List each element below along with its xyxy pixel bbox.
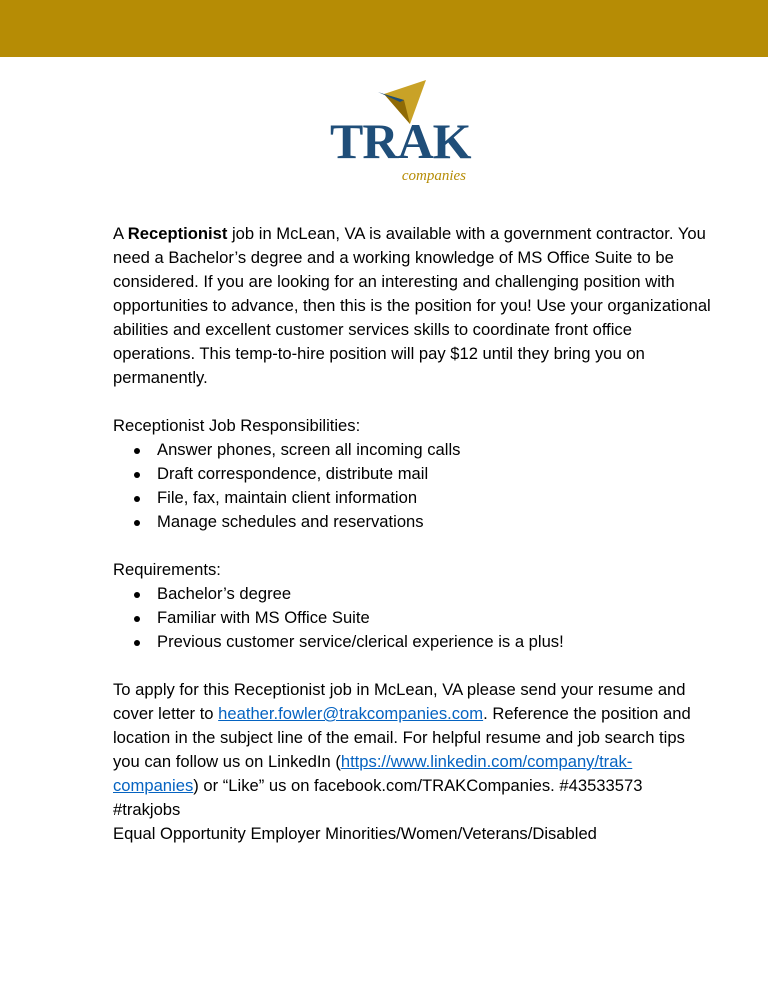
intro-paragraph bbox=[113, 222, 713, 390]
apply-text-3: ) or “Like” us on facebook.com/TRAKCompanies. #43533573 #trakjobs bbox=[113, 776, 643, 819]
list-item: Previous customer service/clerical experience is a plus! bbox=[157, 630, 713, 654]
list-item: Answer phones, screen all incoming calls bbox=[157, 438, 713, 462]
list-item: File, fax, maintain client information bbox=[157, 486, 713, 510]
intro-text: job in McLean, VA is available with a government contractor. You need a Bachelor’s degree and a working knowledge of MS Office Suite to be considered. If you are looking for an interesting and challenging position with opportunities to advance, then this is the position for you! Use your organizational abilities and excellent customer services skills to coordinate front office operations. This temp-to-hire position will pay $12 until they bring you on permanently. bbox=[113, 224, 711, 387]
requirements-list bbox=[113, 582, 713, 654]
list-item: Familiar with MS Office Suite bbox=[157, 606, 713, 630]
eeo-statement: Equal Opportunity Employer Minorities/Women/Veterans/Disabled bbox=[113, 824, 597, 843]
apply-text-2: . Reference the position and location in the subject line of the email. For helpful resume and job search tips you can follow us on LinkedIn ( bbox=[113, 704, 691, 771]
apply-paragraph bbox=[113, 678, 713, 822]
responsibilities-list bbox=[113, 438, 713, 534]
job-posting bbox=[113, 222, 713, 846]
responsibilities-heading: Receptionist Job Responsibilities: bbox=[113, 416, 361, 435]
list-item: Bachelor’s degree bbox=[157, 582, 713, 606]
apply-text-1: To apply for this Receptionist job in McLean, VA please send your resume and cover letter to bbox=[113, 680, 686, 723]
header-band bbox=[0, 0, 768, 57]
logo-wordmark: TRAK bbox=[330, 113, 471, 169]
linkedin-link[interactable]: https://www.linkedin.com/company/trak-companies bbox=[113, 752, 633, 795]
job-title: Receptionist bbox=[127, 224, 228, 243]
requirements-heading: Requirements: bbox=[113, 560, 221, 579]
intro-article: A bbox=[113, 224, 124, 243]
list-item: Manage schedules and reservations bbox=[157, 510, 713, 534]
email-link[interactable]: heather.fowler@trakcompanies.com bbox=[218, 704, 484, 723]
logo-subtitle: companies bbox=[401, 168, 466, 184]
trak-companies-logo bbox=[330, 80, 470, 190]
list-item: Draft correspondence, distribute mail bbox=[157, 462, 713, 486]
